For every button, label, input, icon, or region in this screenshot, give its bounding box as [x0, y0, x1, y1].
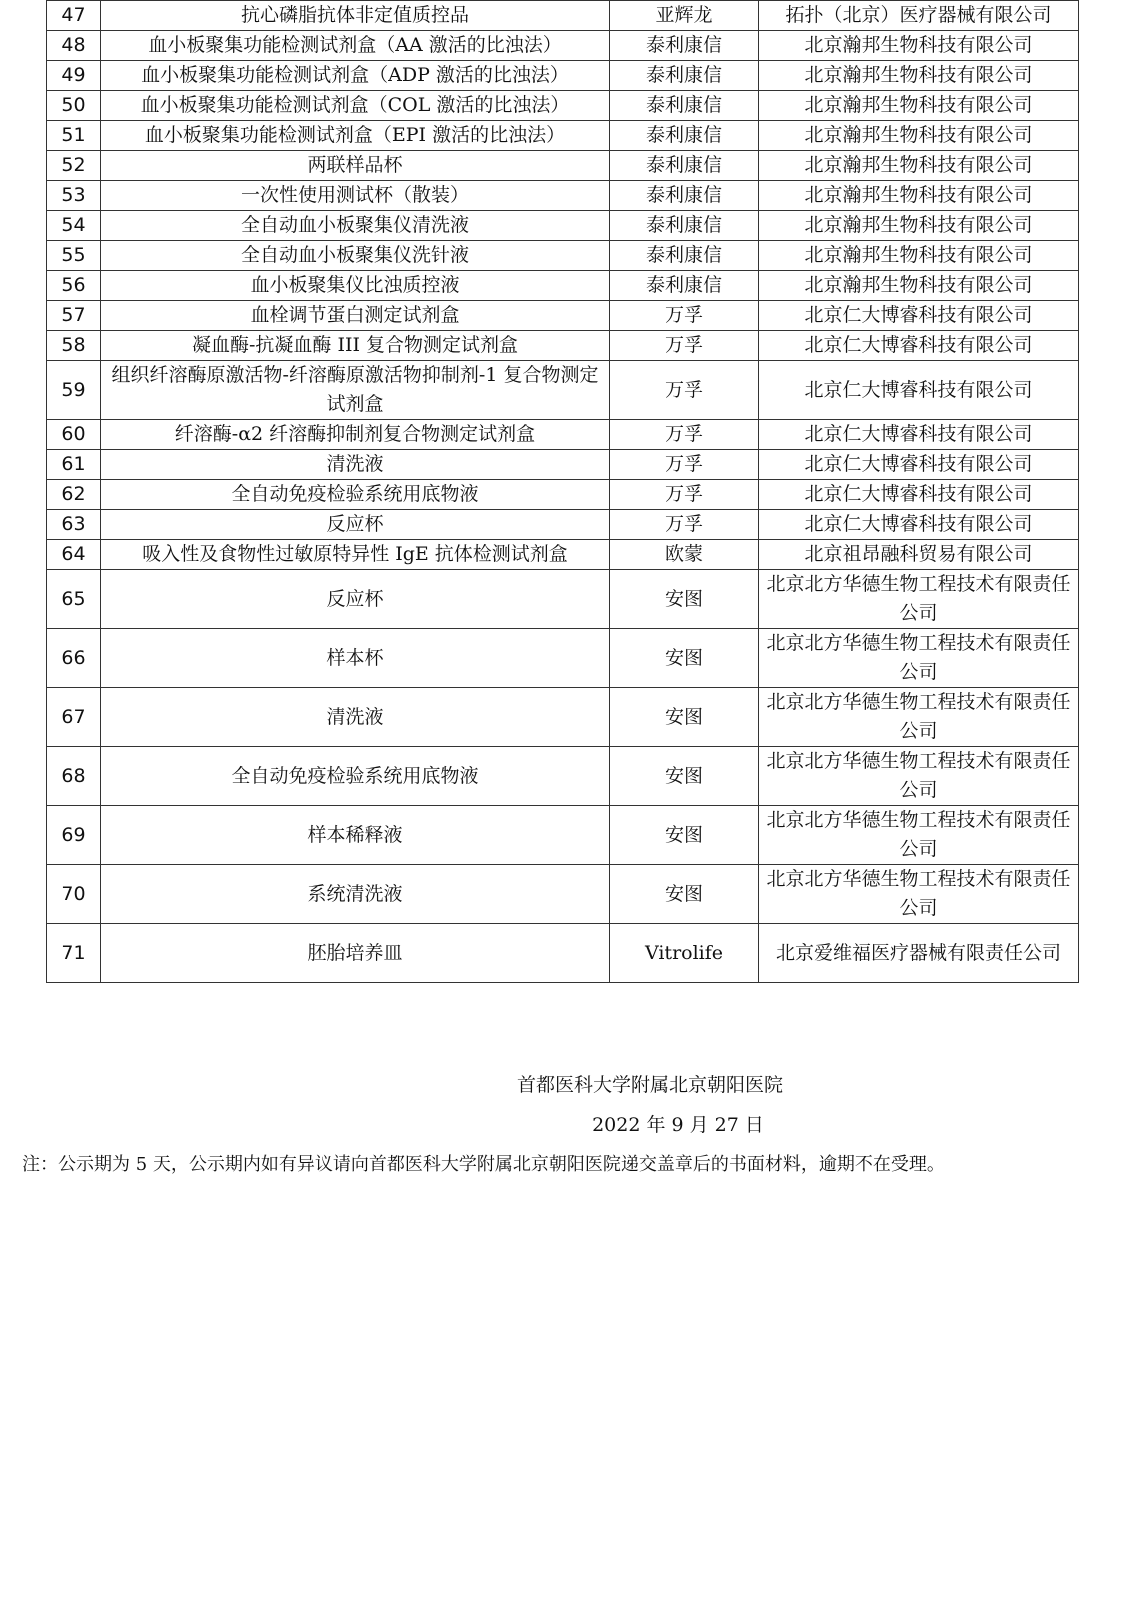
supplier-name: 北京仁大博睿科技有限公司	[759, 420, 1079, 450]
table-row	[47, 570, 1079, 629]
manufacturer-name: 安图	[610, 806, 759, 865]
supplier-name: 北京北方华德生物工程技术有限责任公司	[759, 570, 1079, 629]
row-number: 47	[47, 1, 101, 31]
manufacturer-name: 泰利康信	[610, 241, 759, 271]
table-row	[47, 301, 1079, 331]
manufacturer-name: 万孚	[610, 510, 759, 540]
supplier-name: 北京瀚邦生物科技有限公司	[759, 121, 1079, 151]
supplier-name: 北京仁大博睿科技有限公司	[759, 450, 1079, 480]
row-number: 57	[47, 301, 101, 331]
row-number: 63	[47, 510, 101, 540]
table-row	[47, 361, 1079, 420]
product-name: 清洗液	[101, 450, 610, 480]
supplier-name: 北京北方华德生物工程技术有限责任公司	[759, 865, 1079, 924]
footer-note: 注：公示期为 5 天，公示期内如有异议请向首都医科大学附属北京朝阳医院递交盖章后的书面材料，逾期不在受理。	[22, 1154, 945, 1175]
manufacturer-name: 安图	[610, 865, 759, 924]
footer-organization: 首都医科大学附属北京朝阳医院	[516, 1074, 783, 1096]
manufacturer-name: 亚辉龙	[610, 1, 759, 31]
table-row	[47, 241, 1079, 271]
table-row	[47, 865, 1079, 924]
manufacturer-name: 泰利康信	[610, 91, 759, 121]
manufacturer-name: Vitrolife	[610, 924, 759, 983]
product-table	[46, 0, 1079, 983]
product-name: 一次性使用测试杯（散装）	[101, 181, 610, 211]
product-name: 血小板聚集功能检测试剂盒（ADP 激活的比浊法）	[101, 61, 610, 91]
manufacturer-name: 泰利康信	[610, 31, 759, 61]
table-row	[47, 924, 1079, 983]
row-number: 50	[47, 91, 101, 121]
manufacturer-name: 泰利康信	[610, 181, 759, 211]
table-row	[47, 181, 1079, 211]
product-name: 抗心磷脂抗体非定值质控品	[101, 1, 610, 31]
table-row	[47, 31, 1079, 61]
manufacturer-name: 泰利康信	[610, 121, 759, 151]
product-name: 血小板聚集功能检测试剂盒（AA 激活的比浊法）	[101, 31, 610, 61]
row-number: 49	[47, 61, 101, 91]
product-name: 血小板聚集功能检测试剂盒（EPI 激活的比浊法）	[101, 121, 610, 151]
manufacturer-name: 泰利康信	[610, 271, 759, 301]
supplier-name: 北京北方华德生物工程技术有限责任公司	[759, 688, 1079, 747]
table-row	[47, 1, 1079, 31]
row-number: 52	[47, 151, 101, 181]
supplier-name: 北京祖昂融科贸易有限公司	[759, 540, 1079, 570]
supplier-name: 北京瀚邦生物科技有限公司	[759, 211, 1079, 241]
product-name: 纤溶酶-α2 纤溶酶抑制剂复合物测定试剂盒	[101, 420, 610, 450]
row-number: 54	[47, 211, 101, 241]
footer-date: 2022 年 9 月 27 日	[592, 1114, 764, 1136]
supplier-name: 北京北方华德生物工程技术有限责任公司	[759, 806, 1079, 865]
row-number: 53	[47, 181, 101, 211]
manufacturer-name: 泰利康信	[610, 211, 759, 241]
table-row	[47, 540, 1079, 570]
manufacturer-name: 泰利康信	[610, 61, 759, 91]
row-number: 70	[47, 865, 101, 924]
product-name: 全自动血小板聚集仪清洗液	[101, 211, 610, 241]
product-name: 系统清洗液	[101, 865, 610, 924]
table-row	[47, 629, 1079, 688]
table-row	[47, 450, 1079, 480]
table-row	[47, 806, 1079, 865]
table-row	[47, 747, 1079, 806]
row-number: 48	[47, 31, 101, 61]
supplier-name: 北京北方华德生物工程技术有限责任公司	[759, 629, 1079, 688]
supplier-name: 北京仁大博睿科技有限公司	[759, 510, 1079, 540]
row-number: 65	[47, 570, 101, 629]
product-name: 凝血酶-抗凝血酶 III 复合物测定试剂盒	[101, 331, 610, 361]
row-number: 60	[47, 420, 101, 450]
product-name: 血栓调节蛋白测定试剂盒	[101, 301, 610, 331]
product-name: 组织纤溶酶原激活物-纤溶酶原激活物抑制剂-1 复合物测定试剂盒	[101, 361, 610, 420]
row-number: 64	[47, 540, 101, 570]
table-row	[47, 61, 1079, 91]
manufacturer-name: 万孚	[610, 450, 759, 480]
table-row	[47, 688, 1079, 747]
product-name: 全自动血小板聚集仪洗针液	[101, 241, 610, 271]
supplier-name: 北京仁大博睿科技有限公司	[759, 361, 1079, 420]
row-number: 51	[47, 121, 101, 151]
supplier-name: 北京北方华德生物工程技术有限责任公司	[759, 747, 1079, 806]
manufacturer-name: 安图	[610, 570, 759, 629]
supplier-name: 北京仁大博睿科技有限公司	[759, 301, 1079, 331]
manufacturer-name: 泰利康信	[610, 151, 759, 181]
manufacturer-name: 安图	[610, 688, 759, 747]
row-number: 61	[47, 450, 101, 480]
supplier-name: 拓扑（北京）医疗器械有限公司	[759, 1, 1079, 31]
table-row	[47, 211, 1079, 241]
product-name: 全自动免疫检验系统用底物液	[101, 747, 610, 806]
product-name: 清洗液	[101, 688, 610, 747]
product-name: 吸入性及食物性过敏原特异性 IgE 抗体检测试剂盒	[101, 540, 610, 570]
row-number: 55	[47, 241, 101, 271]
product-name: 胚胎培养皿	[101, 924, 610, 983]
table-row	[47, 91, 1079, 121]
table-row	[47, 420, 1079, 450]
supplier-name: 北京瀚邦生物科技有限公司	[759, 271, 1079, 301]
product-name: 样本稀释液	[101, 806, 610, 865]
row-number: 69	[47, 806, 101, 865]
supplier-name: 北京瀚邦生物科技有限公司	[759, 31, 1079, 61]
manufacturer-name: 万孚	[610, 301, 759, 331]
manufacturer-name: 安图	[610, 747, 759, 806]
product-name: 血小板聚集仪比浊质控液	[101, 271, 610, 301]
manufacturer-name: 欧蒙	[610, 540, 759, 570]
supplier-name: 北京爱维福医疗器械有限责任公司	[759, 924, 1079, 983]
row-number: 58	[47, 331, 101, 361]
product-name: 血小板聚集功能检测试剂盒（COL 激活的比浊法）	[101, 91, 610, 121]
manufacturer-name: 万孚	[610, 331, 759, 361]
table-body	[47, 1, 1079, 983]
supplier-name: 北京仁大博睿科技有限公司	[759, 331, 1079, 361]
row-number: 66	[47, 629, 101, 688]
manufacturer-name: 安图	[610, 629, 759, 688]
manufacturer-name: 万孚	[610, 361, 759, 420]
product-name: 两联样品杯	[101, 151, 610, 181]
table-row	[47, 331, 1079, 361]
manufacturer-name: 万孚	[610, 420, 759, 450]
supplier-name: 北京瀚邦生物科技有限公司	[759, 151, 1079, 181]
supplier-name: 北京瀚邦生物科技有限公司	[759, 241, 1079, 271]
table-row	[47, 121, 1079, 151]
row-number: 71	[47, 924, 101, 983]
table-row	[47, 151, 1079, 181]
row-number: 56	[47, 271, 101, 301]
supplier-name: 北京瀚邦生物科技有限公司	[759, 91, 1079, 121]
row-number: 59	[47, 361, 101, 420]
product-name: 反应杯	[101, 510, 610, 540]
table-row	[47, 480, 1079, 510]
product-name: 全自动免疫检验系统用底物液	[101, 480, 610, 510]
supplier-name: 北京瀚邦生物科技有限公司	[759, 181, 1079, 211]
table-row	[47, 510, 1079, 540]
row-number: 68	[47, 747, 101, 806]
table-row	[47, 271, 1079, 301]
product-name: 反应杯	[101, 570, 610, 629]
product-name: 样本杯	[101, 629, 610, 688]
supplier-name: 北京瀚邦生物科技有限公司	[759, 61, 1079, 91]
row-number: 62	[47, 480, 101, 510]
row-number: 67	[47, 688, 101, 747]
supplier-name: 北京仁大博睿科技有限公司	[759, 480, 1079, 510]
manufacturer-name: 万孚	[610, 480, 759, 510]
